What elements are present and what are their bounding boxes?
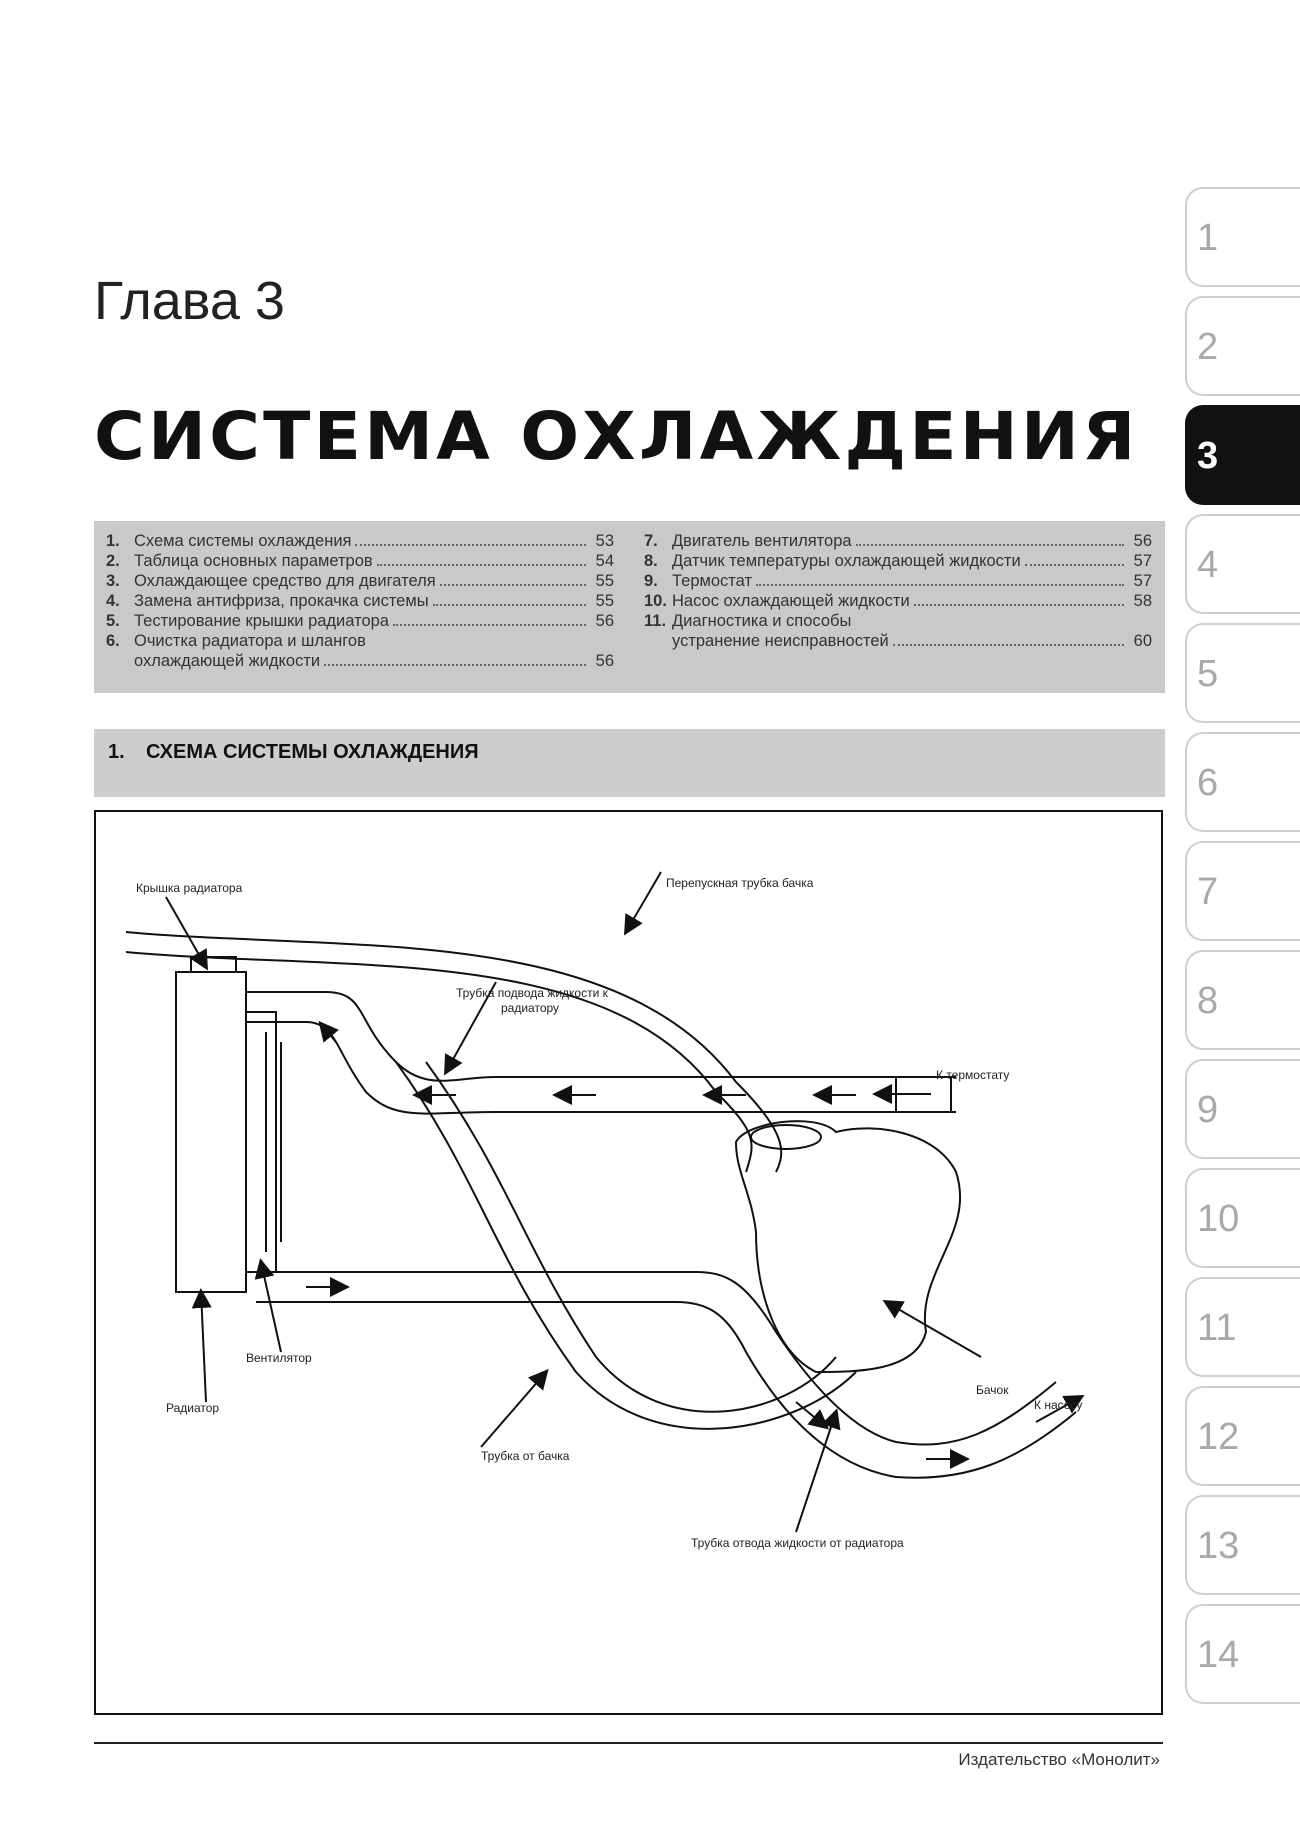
fan-blades (266, 1032, 281, 1252)
chapter-tab-4[interactable] (1185, 514, 1300, 614)
supply-pipe-inner (246, 1022, 956, 1114)
toc-title: Очистка радиатора и шлангов (134, 632, 366, 650)
toc-number: 5. (106, 612, 120, 630)
chapter-title: СИСТЕМА ОХЛАЖДЕНИЯ (94, 398, 1139, 475)
tab-label: 5 (1197, 653, 1219, 695)
chapter-tab-14[interactable] (1185, 1604, 1300, 1704)
label-tank-pipe: Трубка от бачка (481, 1449, 570, 1463)
table-of-contents (94, 521, 1165, 693)
toc-title: устранение неисправностей (672, 632, 889, 650)
bypass-pipe (126, 932, 781, 1172)
label-return-pipe: Трубка отвода жидкости от радиатора (691, 1536, 904, 1550)
toc-number: 2. (106, 552, 120, 570)
toc-page: 58 (1133, 592, 1152, 610)
toc-page: 57 (1133, 552, 1152, 570)
toc-page: 53 (595, 532, 614, 550)
toc-title: Охлаждающее средство для двигателя (134, 572, 436, 590)
toc-page: 55 (595, 592, 614, 610)
chapter-tab-9[interactable] (1185, 1059, 1300, 1159)
chapter-tab-5[interactable] (1185, 623, 1300, 723)
coolant-tank (736, 1121, 960, 1372)
toc-number: 3. (106, 572, 120, 590)
chapter-tab-12[interactable] (1185, 1386, 1300, 1486)
label-bypass-pipe: Перепускная трубка бачка (666, 876, 814, 890)
chapter-label: Глава 3 (94, 271, 285, 331)
tab-label: 7 (1197, 871, 1219, 913)
toc-title: Термостат (672, 572, 753, 590)
toc-leader (433, 604, 586, 606)
toc-leader (393, 624, 586, 626)
toc-leader (377, 564, 586, 566)
toc-page: 57 (1133, 572, 1152, 590)
tab-label: 14 (1197, 1634, 1240, 1676)
tab-label: 6 (1197, 762, 1219, 804)
toc-leader (1025, 564, 1124, 566)
toc-number: 10. (644, 592, 667, 610)
chapter-tab-11[interactable] (1185, 1277, 1300, 1377)
lower-pipe-inner (256, 1302, 1076, 1478)
tab-label: 4 (1197, 544, 1219, 586)
toc-title: Двигатель вентилятора (672, 532, 852, 550)
toc-left-column (106, 531, 614, 671)
tab-label: 11 (1197, 1307, 1237, 1349)
label-thermostat: К термостату (936, 1068, 1010, 1082)
toc-leader (324, 664, 586, 666)
toc-title: Датчик температуры охлаждающей жидкости (672, 552, 1021, 570)
chapter-tab-1[interactable] (1185, 187, 1300, 287)
tab-label: 10 (1197, 1198, 1240, 1240)
toc-title: Тестирование крышки радиатора (134, 612, 389, 630)
chapter-tab-6[interactable] (1185, 732, 1300, 832)
label-radiator: Радиатор (166, 1401, 220, 1415)
section-title: СХЕМА СИСТЕМЫ ОХЛАЖДЕНИЯ (146, 741, 479, 763)
toc-number: 7. (644, 532, 658, 550)
toc-item[interactable] (644, 551, 1152, 571)
toc-leader (756, 584, 1124, 586)
toc-leader (893, 644, 1124, 646)
toc-number: 1. (106, 532, 120, 550)
toc-title: Замена антифриза, прокачка системы (134, 592, 429, 610)
toc-number: 4. (106, 592, 120, 610)
toc-number: 11. (644, 612, 667, 630)
chapter-tab-3[interactable] (1185, 405, 1300, 505)
toc-page: 56 (595, 652, 614, 670)
toc-page: 56 (1133, 532, 1152, 550)
toc-item[interactable] (644, 531, 1152, 551)
tank-cap (751, 1125, 821, 1149)
toc-item[interactable] (106, 551, 614, 571)
tab-label: 13 (1197, 1525, 1240, 1567)
tab-label: 9 (1197, 1089, 1219, 1131)
toc-item-continued[interactable] (644, 631, 1152, 651)
toc-item[interactable] (644, 591, 1152, 611)
toc-item[interactable] (106, 631, 614, 651)
toc-number: 9. (644, 572, 658, 590)
label-tank: Бачок (976, 1383, 1009, 1397)
label-supply-pipe-2: радиатору (501, 1001, 560, 1015)
footer-divider (94, 1742, 1163, 1744)
toc-title: Насос охлаждающей жидкости (672, 592, 910, 610)
tab-label: 2 (1197, 326, 1219, 368)
toc-right-column (644, 531, 1152, 651)
toc-page: 56 (595, 612, 614, 630)
toc-leader (856, 544, 1124, 546)
toc-leader (440, 584, 586, 586)
chapter-tab-2[interactable] (1185, 296, 1300, 396)
toc-title: Схема системы охлаждения (134, 532, 352, 550)
toc-number: 8. (644, 552, 658, 570)
toc-item[interactable] (106, 571, 614, 591)
toc-leader (355, 544, 586, 546)
label-pump: К насосу (1034, 1398, 1083, 1412)
toc-page: 55 (595, 572, 614, 590)
toc-item[interactable] (644, 571, 1152, 591)
chapter-tab-7[interactable] (1185, 841, 1300, 941)
toc-item-continued[interactable] (106, 651, 614, 671)
chapter-tab-13[interactable] (1185, 1495, 1300, 1595)
tab-label: 1 (1197, 217, 1219, 259)
tab-label: 12 (1197, 1416, 1240, 1458)
tank-pipe-inner (426, 1062, 836, 1412)
toc-title: охлаждающей жидкости (134, 652, 321, 670)
radiator-core (176, 972, 246, 1292)
toc-title: Диагностика и способы (672, 612, 852, 630)
toc-page: 60 (1133, 632, 1152, 650)
section-header (94, 729, 1165, 797)
tab-label: 3 (1197, 435, 1219, 477)
diagram-svg (96, 812, 1161, 1713)
section-number: 1. (108, 741, 125, 763)
supply-pipe (246, 992, 956, 1081)
toc-item[interactable] (644, 611, 1152, 631)
chapter-tab-10[interactable] (1185, 1168, 1300, 1268)
label-fan: Вентилятор (246, 1351, 312, 1365)
tab-label: 8 (1197, 980, 1219, 1022)
bypass-pipe-inner (126, 952, 752, 1172)
fan-housing (246, 1012, 276, 1272)
publisher-name: Издательство «Монолит» (958, 1750, 1160, 1769)
toc-number: 6. (106, 632, 120, 650)
toc-item[interactable] (106, 531, 614, 551)
toc-page: 54 (595, 552, 614, 570)
lower-pipe (256, 1272, 1056, 1445)
label-radiator-cap: Крышка радиатора (136, 881, 243, 895)
toc-leader (914, 604, 1124, 606)
toc-title: Таблица основных параметров (134, 552, 373, 570)
label-supply-pipe: Трубка подвода жидкости к (456, 986, 608, 1000)
cooling-system-diagram (94, 810, 1163, 1715)
toc-item[interactable] (106, 591, 614, 611)
chapter-tab-8[interactable] (1185, 950, 1300, 1050)
tank-pipe (396, 1062, 856, 1429)
toc-item[interactable] (106, 611, 614, 631)
